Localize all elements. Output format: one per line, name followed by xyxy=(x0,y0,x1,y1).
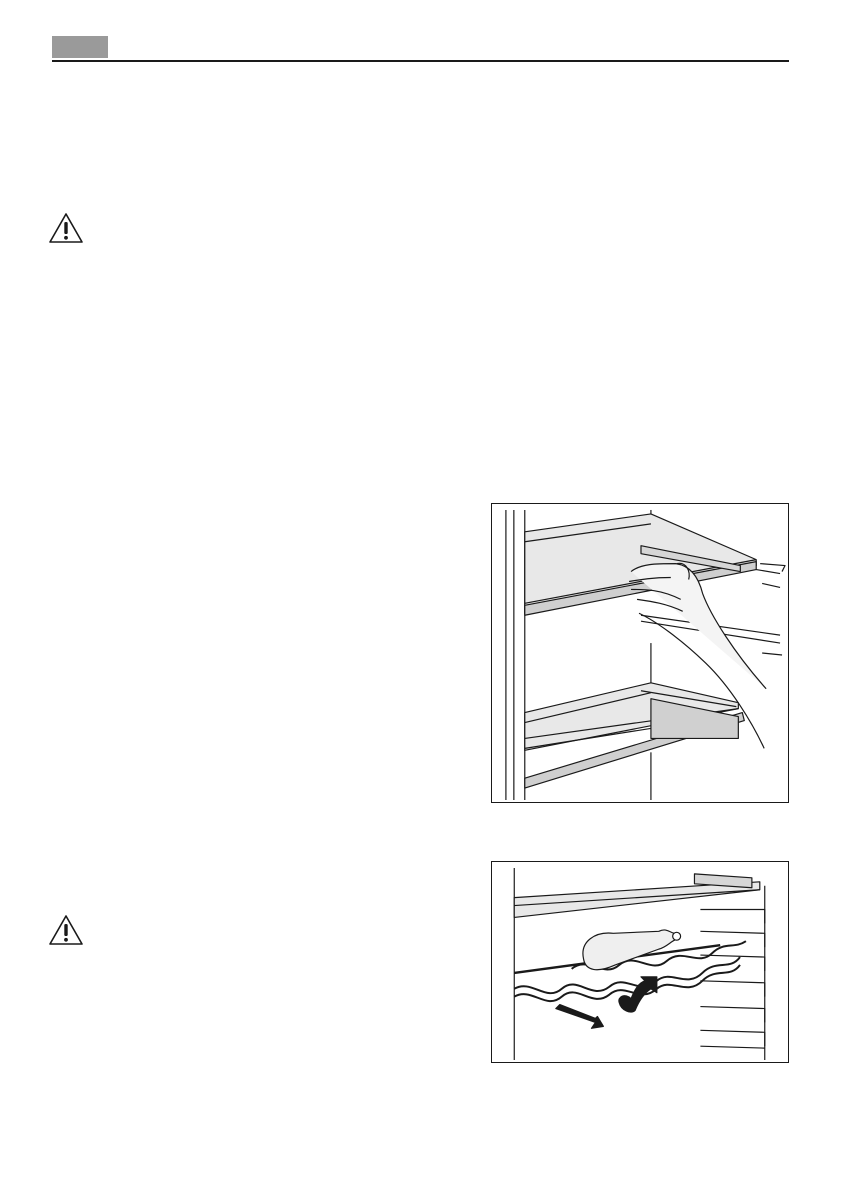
section-tab xyxy=(52,36,108,58)
shelf-removal-illustration xyxy=(492,504,788,802)
warning-triangle-icon xyxy=(48,914,84,946)
header-rule xyxy=(52,60,789,62)
shelf-removal-figure xyxy=(491,503,789,803)
warning-triangle-icon xyxy=(48,212,84,244)
bottle-rack-illustration xyxy=(492,862,788,1062)
bottle-rack-figure xyxy=(491,861,789,1063)
